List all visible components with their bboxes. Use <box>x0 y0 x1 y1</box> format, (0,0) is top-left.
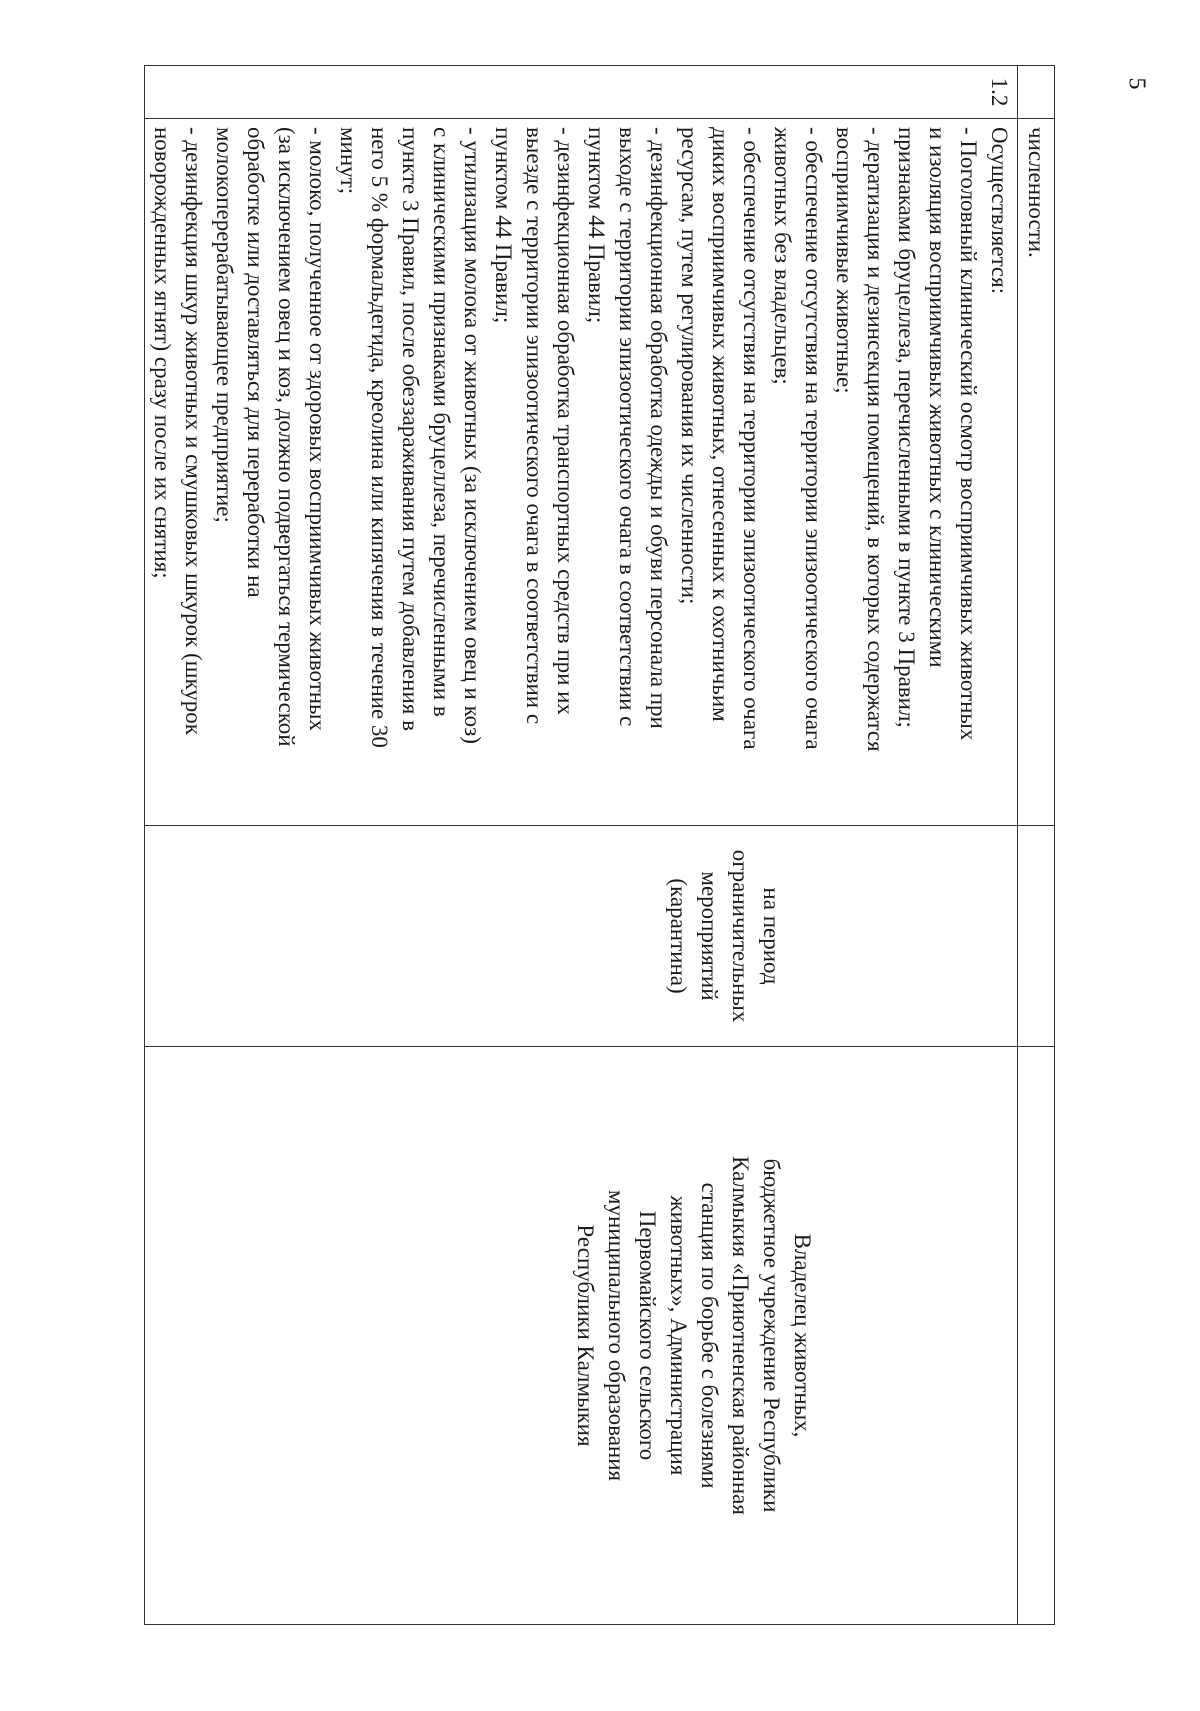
table-row-1-2 <box>145 66 1018 1625</box>
responsible-line: Калмыкия «Приютненская районная <box>728 1156 753 1515</box>
term-line: ограничительных <box>728 849 753 1023</box>
measure-line: (за исключением овец и коз, должно подвергаться термической <box>274 127 299 747</box>
measure-line: пункте 3 Правил, после обеззараживания путем добавления в <box>398 127 423 731</box>
cell-empty <box>1018 1047 1055 1625</box>
measure-line: выходе с территории эпизоотического очага в соответствии с <box>615 127 640 727</box>
measure-line: животных без владельцев; <box>770 127 795 385</box>
row-number: 1.2 <box>145 66 1018 119</box>
responsible-line: бюджетное учреждение Республики <box>759 1158 784 1513</box>
measure-line: - дератизация и дезинсекция помещений, в которых содержатся <box>863 127 888 752</box>
measure-line: него 5 % формальдегида, креолина или кипячения в течение 30 <box>367 127 392 748</box>
term-line: (карантина) <box>666 878 691 994</box>
measure-line: с клиническими признаками бруцеллеза, перечисленными в <box>429 127 454 717</box>
responsible-line: муниципального образования <box>604 1189 629 1482</box>
measure-line: выезде с территории эпизоотического очага в соответствии с <box>522 127 547 725</box>
rotated-page-frame <box>150 65 1055 1625</box>
responsible-line: животных», Администрация <box>666 1195 691 1476</box>
measure-line: - утилизация молока от животных (за исключением овец и коз) <box>460 127 485 744</box>
page-number: 5 <box>1123 77 1150 90</box>
cell-empty <box>1018 826 1055 1047</box>
measure-line: - обеспечение отсутствия на территории эпизоотического очага <box>739 127 764 750</box>
measure-line: признаками бруцеллеза, перечисленными в пункте 3 Правил; <box>894 127 919 728</box>
term-line: мероприятий <box>697 871 722 1001</box>
measure-line: - молоко, полученное от здоровых восприимчивых животных <box>305 127 330 732</box>
measure-line: диких восприимчивых животных, отнесенных к охотничьим <box>708 127 733 722</box>
measures-table <box>144 65 1055 1625</box>
cell-empty <box>1018 66 1055 119</box>
measure-line: - обеспечение отсутствия на территории эпизоотического очага <box>801 127 826 750</box>
measures-cell <box>145 119 1018 826</box>
responsible-line: Республики Калмыкия <box>573 1224 598 1447</box>
measure-line: - дезинфекционная обработка одежды и обуви персонала при <box>646 127 671 729</box>
measure-line: - дезинфекционная обработка транспортных средств при их <box>553 127 578 715</box>
measure-line: новорожденных ягнят) сразу после их снятия; <box>150 127 175 579</box>
responsible-text <box>570 1055 1015 1616</box>
measure-line: - Поголовный клинический осмотр восприимчивых животных <box>956 127 981 741</box>
table-row-continuation <box>1018 66 1055 1625</box>
responsible-line: станция по борьбе с болезнями <box>697 1182 722 1489</box>
measure-line: обработке или доставляться для переработки на <box>243 127 268 598</box>
term-cell <box>145 826 1018 1047</box>
cell-continued-text: численности. <box>1018 119 1055 826</box>
measure-line: восприимчивые животные; <box>832 127 857 394</box>
measure-line: пунктом 44 Правил; <box>584 127 609 324</box>
measure-line: - дезинфекция шкур животных и смушковых шкурок (шкурок <box>181 127 206 735</box>
measure-line: Осуществляется: <box>987 127 1012 295</box>
responsible-line: Владелец животных, <box>790 1233 815 1438</box>
term-text <box>663 834 1015 1038</box>
responsible-line: Первомайского сельского <box>635 1210 660 1461</box>
term-line: на период <box>759 887 784 985</box>
measure-line: и изоляция восприимчивых животных с клиническими <box>925 127 950 668</box>
measure-line: минут; <box>336 127 361 195</box>
document-table-wrapper <box>150 65 1055 1625</box>
measure-line: пунктом 44 Правил; <box>491 127 516 324</box>
measure-line: ресурсам, путем регулирования их численности; <box>677 127 702 605</box>
responsible-cell <box>145 1047 1018 1625</box>
measure-line: молокоперерабатывающее предприятие; <box>212 127 237 523</box>
